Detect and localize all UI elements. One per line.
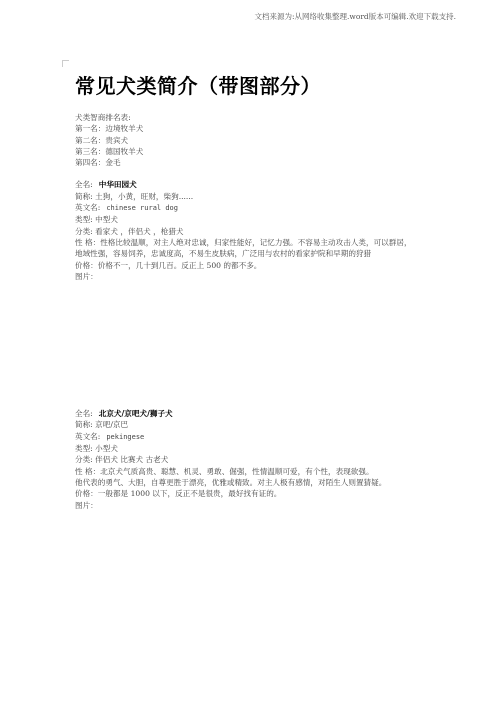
dog-english-name: pekingese (106, 432, 145, 441)
dog-image-label: 图片： (75, 500, 98, 510)
ranking-section (75, 112, 437, 168)
dog-type: 类型: 小型犬 (75, 444, 118, 454)
ranking-item: 第二名：贵宾犬 (75, 135, 129, 145)
dog-entry-rural (75, 179, 437, 408)
document-body (75, 112, 437, 511)
fullname-label: 全名: (75, 180, 93, 190)
dog-image-label: 图片： (75, 271, 98, 281)
dog-english-name: chinese rural dog (106, 204, 178, 213)
dog-fullname: 北京犬/京吧犬/狮子犬 (98, 409, 173, 419)
dog-image-placeholder (75, 282, 437, 408)
english-label: 英文名: (75, 431, 101, 441)
dog-category: 分类: 伴侣犬 比赛犬 古老犬 (75, 455, 169, 465)
fullname-label: 全名: (75, 409, 93, 419)
dog-traits: 地域性强，容易饲养，忠诚度高，不易生皮肤病，广泛用与农村的看家护院和早期的狩猎 (75, 249, 372, 259)
dog-fullname-line (75, 408, 437, 419)
dog-english-line (75, 431, 437, 443)
dog-fullname-line (75, 179, 437, 190)
dog-entry-pekingese (75, 408, 437, 511)
dog-type: 类型: 中型犬 (75, 215, 118, 225)
page-title: 常见犬类简介（带图部分） (75, 74, 321, 98)
header-note: 文档来源为:从网络收集整理.word版本可编辑.欢迎下载支持. (254, 12, 456, 21)
english-label: 英文名: (75, 203, 101, 213)
dog-temperament: 性 格：性格比较温顺，对主人绝对忠诚，归家性能好，记忆力强。不容易主动攻击人类，可以群居， (75, 237, 412, 247)
dog-traits: 他代表的勇气、大胆，自尊更胜于漂亮，优雅或精致。对主人极有感情，对陌生人则置猜疑。 (75, 477, 387, 487)
dog-alias: 简称: 土狗，小黄，旺财，柴狗...... (75, 191, 194, 201)
ranking-heading: 犬类智商排名表: (75, 113, 131, 122)
ranking-item: 第一名：边境牧羊犬 (75, 124, 144, 134)
corner-mark (62, 60, 69, 67)
dog-alias: 简称: 京吧/京巴 (75, 420, 129, 430)
dog-fullname: 中华田园犬 (98, 180, 137, 190)
dog-price: 价格：一般都是 1000 以下，反正不是很贵，最好找有证的。 (75, 489, 282, 499)
ranking-item: 第三名：德国牧羊犬 (75, 146, 144, 156)
dog-temperament: 性 格：北京犬气质高贵、聪慧、机灵、勇敢、倔强，性情温顺可爱，有个性，表现欲强。 (75, 466, 374, 476)
dog-price: 价格：价格不一，几十到几百。反正上 500 的都不多。 (75, 260, 262, 270)
dog-english-line (75, 202, 437, 214)
ranking-item: 第四名：金毛 (75, 158, 121, 168)
dog-category: 分类: 看家犬 ，伴侣犬 ，枪猎犬 (75, 226, 184, 236)
